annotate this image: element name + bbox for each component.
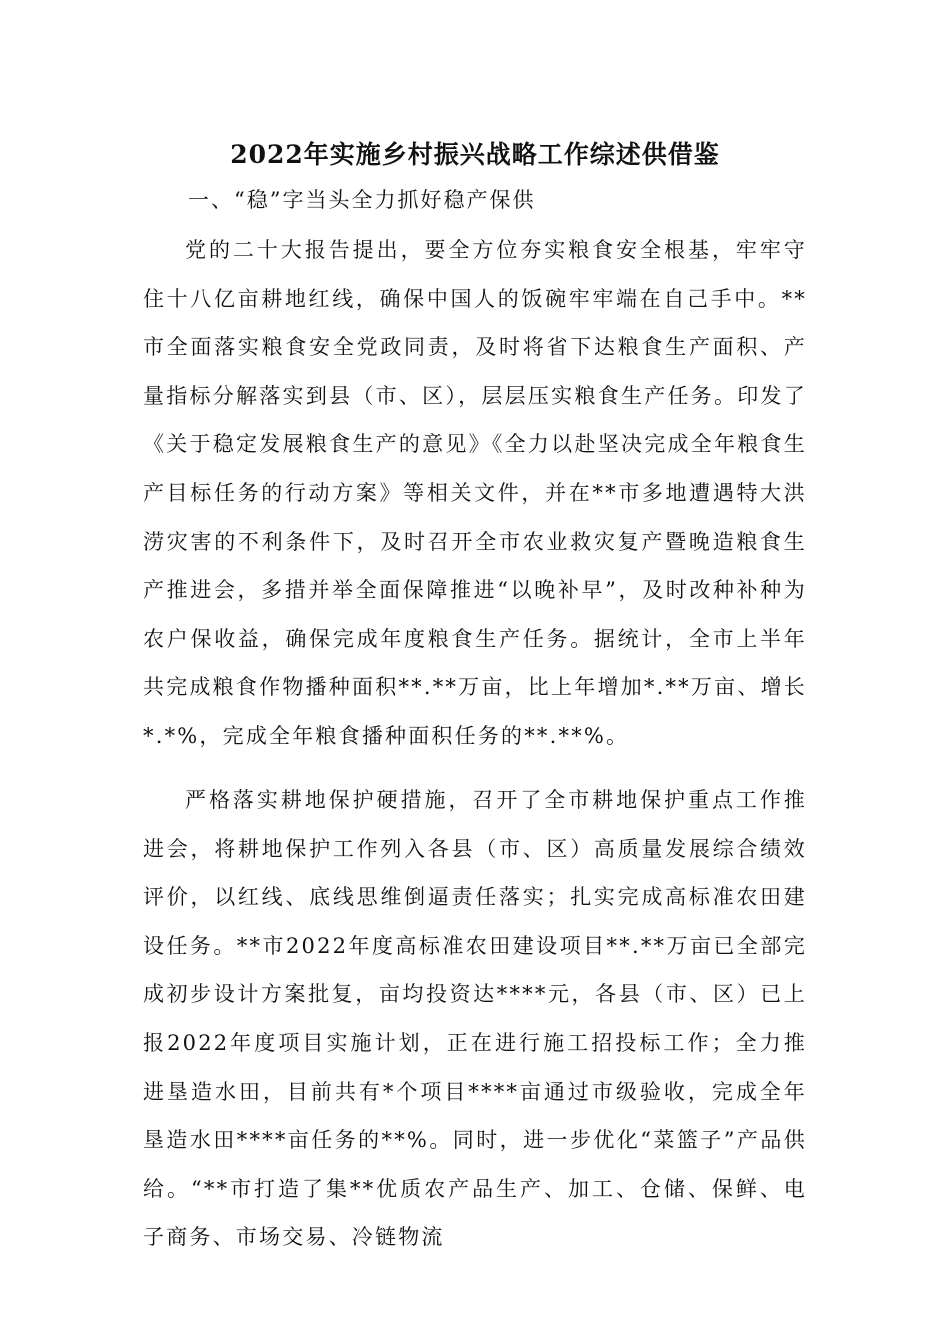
document-title: 2022年实施乡村振兴战略工作综述供借鉴 [230, 140, 720, 169]
section-heading: 一、“稳”字当头全力抓好稳产保供 [188, 188, 536, 212]
body-paragraph-2-block [143, 776, 807, 1262]
body-paragraph-1-block [143, 226, 807, 761]
body-paragraph: 严格落实耕地保护硬措施，召开了全市耕地保护重点工作推进会，将耕地保护工作列入各县（市、区）高质量发展综合绩效评价，以红线、底线思维倒逼责任落实；扎实完成高标准农田建设任务。**市2022年度高标准农田建设项目**.**万亩已全部完成初步设计方案批复，亩均投资达****元，各县（市、区）已上报2022年度项目实施计划，正在进行施工招投标工作；全力推进垦造水田，目前共有*个项目****亩通过市级验收，完成全年垦造水田****亩任务的**%。同时，进一步优化“菜篮子”产品供给。“**市打造了集**优质农产品生产、加工、仓储、保鲜、电子商务、市场交易、冷链物流 [143, 788, 807, 1250]
body-paragraph: 党的二十大报告提出，要全方位夯实粮食安全根基，牢牢守住十八亿亩耕地红线，确保中国人的饭碗牢牢端在自己手中。**市全面落实粮食安全党政同责，及时将省下达粮食生产面积、产量指标分解落实到县（市、区），层层压实粮食生产任务。印发了《关于稳定发展粮食生产的意见》《全力以赴坚决完成全年粮食生产目标任务的行动方案》等相关文件，并在**市多地遭遇特大洪涝灾害的不利条件下，及时召开全市农业救灾复产暨晚造粮食生产推进会，多措并举全面保障推进“以晚补早”，及时改种补种为农户保收益，确保完成年度粮食生产任务。据统计，全市上半年共完成粮食作物播种面积**.**万亩，比上年增加*.**万亩、增长*.*%，完成全年粮食播种面积任务的**.**%。 [143, 238, 807, 748]
